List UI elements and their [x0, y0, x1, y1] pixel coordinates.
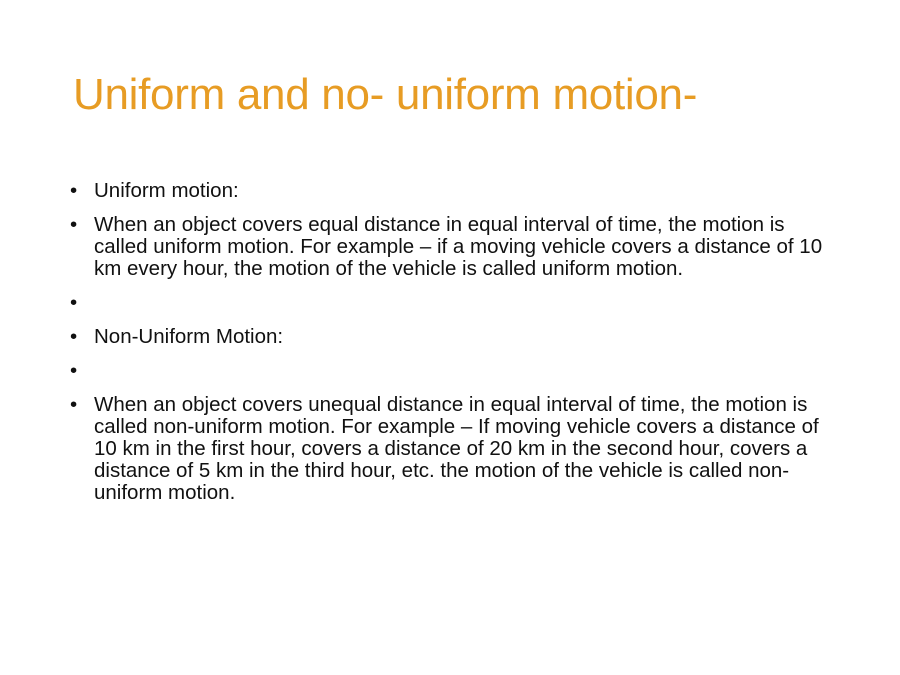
bullet-dot-icon: •: [70, 179, 78, 202]
bullet-dot-icon: •: [70, 325, 78, 348]
bullet-item-non-uniform-motion-definition: [70, 394, 840, 504]
bullet-text: Non-Uniform Motion:: [94, 325, 284, 348]
bullet-item-empty: [70, 360, 840, 382]
bullet-item-uniform-motion-definition: [70, 214, 840, 280]
bullet-item-empty: [70, 292, 840, 314]
bullet-dot-icon: •: [70, 393, 78, 416]
bullet-dot-icon: •: [70, 213, 78, 236]
bullet-text: Uniform motion:: [94, 179, 239, 202]
slide-title: Uniform and no- uniform motion-: [73, 70, 698, 119]
bullet-list: [70, 180, 840, 516]
bullet-item-uniform-motion-heading: [70, 180, 840, 202]
bullet-dot-icon: •: [70, 291, 78, 314]
bullet-text: When an object covers unequal distance in equal interval of time, the motion is called non-uniform motion. For example – If moving vehicle covers a distance of 10 km in the first hour, covers a distance of 20 km in the second hour, covers a distance of 5 km in the third hour, etc. the motion of the vehicle is called non-uniform motion.: [94, 393, 819, 504]
bullet-text: When an object covers equal distance in equal interval of time, the motion is called uniform motion. For example – if a moving vehicle covers a distance of 10 km every hour, the motion of the vehicle is called uniform motion.: [94, 213, 823, 280]
bullet-dot-icon: •: [70, 359, 78, 382]
bullet-item-non-uniform-motion-heading: [70, 326, 840, 348]
